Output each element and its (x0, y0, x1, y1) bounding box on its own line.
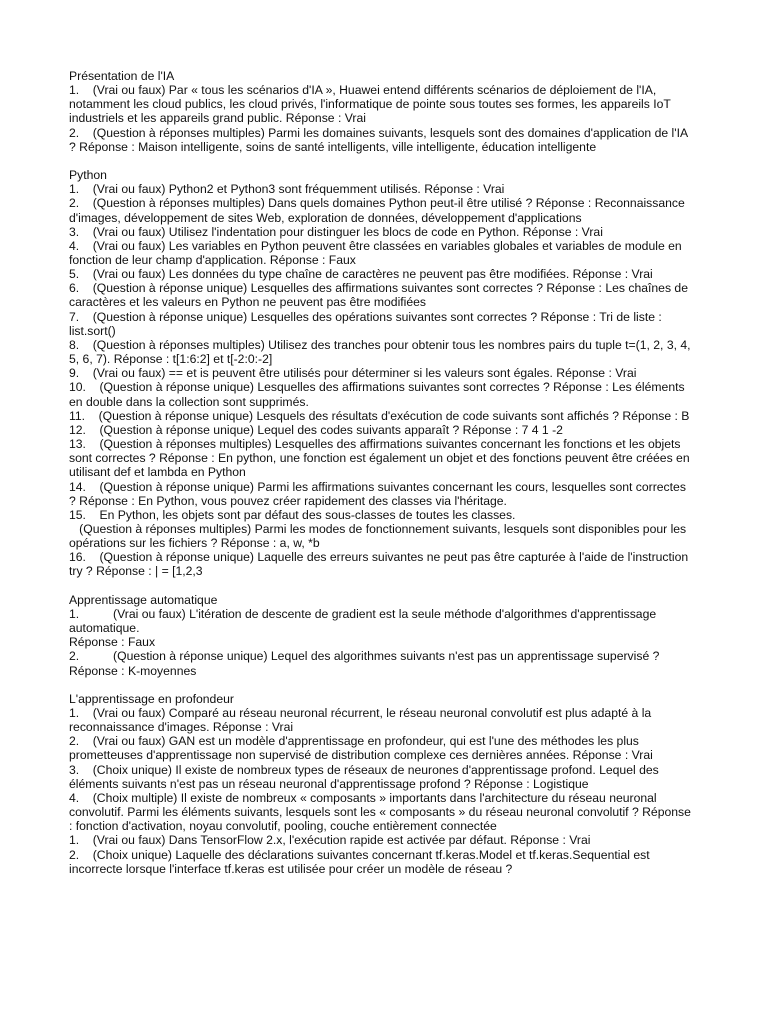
question-dl-2: 2. (Vrai ou faux) GAN est un modèle d'apprentissage en profondeur, qui est l'une des méthodes les plus prometteuses d'apprentissage non supervisé de distribution complexe ces dernières années. Réponse : Vrai (69, 734, 653, 763)
section-title-python: Python (69, 168, 107, 183)
question-python-10: 10. (Question à réponse unique) Lesquelles des affirmations suivantes sont correctes ? Réponse : Les éléments en double dans la collection sont supprimés. (69, 380, 688, 409)
question-python-5: 5. (Vrai ou faux) Les données du type chaîne de caractères ne peuvent pas être modifiées. Réponse : Vrai (69, 267, 653, 282)
question-python-7: 7. (Question à réponse unique) Lesquelles des opérations suivantes sont correctes ? Réponse : Tri de liste : list.sort() (69, 309, 666, 338)
question-python-1: 1. (Vrai ou faux) Python2 et Python3 sont fréquemment utilisés. Réponse : Vrai (69, 182, 505, 197)
question-python-14: 14. (Question à réponse unique) Parmi les affirmations suivantes concernant les cours, lesquelles sont correctes ? Réponse : En Python, vous pouvez créer rapidement des classes via l'héritage. (69, 479, 690, 508)
question-python-9: 9. (Vrai ou faux) == et is peuvent être utilisés pour déterminer si les valeurs sont égales. Réponse : Vrai (69, 366, 637, 381)
question-python-15b: (Question à réponses multiples) Parmi les modes de fonctionnement suivants, lesquels sont disponibles pour les opérations sur les fichiers ? Réponse : a, w, *b (69, 521, 690, 551)
question-dl-4: 4. (Choix multiple) Il existe de nombreux « composants » importants dans l'architecture du réseau neuronal convolutif. Parmi les éléments suivants, lesquels sont les « composants » du réseau neuronal convolutif ? Réponse : fonction d'activation, noyau convolutif, pooling, couche entièrement connectée (69, 790, 695, 834)
question-python-15: 15. En Python, les objets sont par défaut des sous-classes de toutes les classes. (69, 507, 516, 522)
section-spacer (69, 579, 691, 593)
section-title-ml: Apprentissage automatique (69, 592, 218, 607)
question-tf-1: 1. (Vrai ou faux) Dans TensorFlow 2.x, l'exécution rapide est activée par défaut. Réponse : Vrai (69, 833, 591, 848)
question-ml-2: 2. (Question à réponse unique) Lequel des algorithmes suivants n'est pas un apprentissage supervisé ? (69, 649, 660, 664)
question-tf-2: 2. (Choix unique) Laquelle des déclarations suivantes concernant tf.keras.Model et tf.keras.Sequential est incorrecte lorsque l'interface tf.keras est utilisée pour créer un modèle de réseau ? (69, 847, 653, 876)
question-python-4: 4. (Vrai ou faux) Les variables en Python peuvent être classées en variables globales et variables de module en fonction de leur champ d'application. Réponse : Faux (69, 238, 686, 268)
question-python-12: 12. (Question à réponse unique) Lequel des codes suivants apparaît ? Réponse : 7 4 1 -2 (69, 422, 563, 437)
section-title-ia: Présentation de l'IA (69, 69, 175, 83)
question-python-6: 6. (Question à réponse unique) Lesquelles des affirmations suivantes sont correctes ? Réponse : Les chaînes de caractères et les valeurs en Python ne peuvent pas être modifiées (69, 281, 692, 310)
question-python-16: 16. (Question à réponse unique) Laquelle des erreurs suivantes ne peut pas être capturée à l'aide de l'instruction try ? Réponse : | = [1,2,3 (69, 550, 692, 579)
answer-ml-2: Réponse : K-moyennes (69, 663, 197, 678)
question-ml-1: 1. (Vrai ou faux) L'itération de descente de gradient est la seule méthode d'algorithmes d'apprentissage automatique. (69, 606, 660, 636)
question-ia-1: 1. (Vrai ou faux) Par « tous les scénarios d'IA », Huawei entend différents scénarios de déploiement de l'IA, notamment les cloud publics, les cloud privés, l'informatique de pointe sous toutes ses formes, les appareils IoT industriels et les appareils grand public. Réponse : Vrai (69, 83, 675, 126)
section-title-dl: L'apprentissage en profondeur (69, 691, 234, 706)
document-page (69, 69, 695, 876)
question-python-2: 2. (Question à réponses multiples) Dans quels domaines Python peut-il être utilisé ? Réponse : Reconnaissance d'images, développement de sites Web, exploration de données, développement d'applications (69, 196, 689, 225)
question-python-3: 3. (Vrai ou faux) Utilisez l'indentation pour distinguer les blocs de code en Python. Réponse : Vrai (69, 224, 603, 239)
question-python-11: 11. (Question à réponse unique) Lesquels des résultats d'exécution de code suivants sont affichés ? Réponse : B (69, 408, 690, 423)
question-dl-3: 3. (Choix unique) Il existe de nombreux types de réseaux de neurones d'apprentissage profond. Lequel des éléments suivants n'est pas un réseau neuronal d'apprentissage profond ? Réponse : Logistique (69, 762, 663, 791)
answer-ml-1: Réponse : Faux (69, 635, 156, 650)
question-python-13: 13. (Question à réponses multiples) Lesquelles des affirmations suivantes concernant les fonctions et les objets sont correctes ? Réponse : En python, une fonction est également un objet et des fonctions peuvent être créées en utilisant def et lambda en Python (69, 437, 693, 480)
question-dl-1: 1. (Vrai ou faux) Comparé au réseau neuronal récurrent, le réseau neuronal convolutif est plus adapté à la reconnaissance d'images. Réponse : Vrai (69, 705, 655, 735)
question-ia-2: 2. (Question à réponses multiples) Parmi les domaines suivants, lesquels sont des domaines d'application de l'IA ? Réponse : Maison intelligente, soins de santé intelligents, ville intelligente, éducation intelligente (69, 125, 691, 154)
section-spacer (69, 154, 691, 168)
section-spacer (69, 678, 691, 692)
question-python-8: 8. (Question à réponses multiples) Utilisez des tranches pour obtenir tous les nombres pairs du tuple t=(1, 2, 3, 4, 5, 6, 7). Réponse : t[1:6:2] et t[-2:0:-2] (69, 337, 694, 367)
